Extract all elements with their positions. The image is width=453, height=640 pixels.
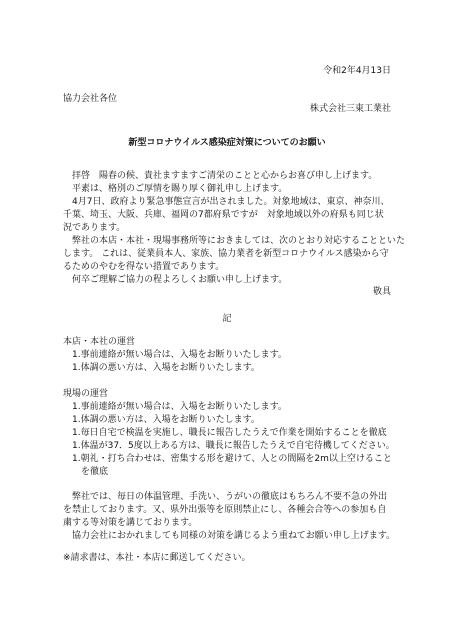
letter-line: 平素は、格別のご厚情を賜り厚く御礼申し上げます。 bbox=[63, 184, 288, 194]
ki-marker: 記 bbox=[222, 314, 232, 324]
letter-line: 拝啓 陽春の候、貴社ますますご清栄のことと心からお喜び申し上げます。 bbox=[63, 171, 378, 181]
list-item: 1.体調の悪い方は、入場をお断りいたします。 bbox=[72, 415, 260, 425]
letter-line: 千葉、埼玉、大阪、兵庫、福岡の7都府県ですが 対象地域以外の府県も同じ状 bbox=[63, 210, 384, 220]
letter-line: します。 これは、従業員本人、家族、協力業者を新型コロナウイルス感染から守 bbox=[63, 249, 389, 259]
letter-line: 何卒ご理解ご協力の程よろしくお願い申し上げます。 bbox=[63, 275, 288, 285]
section-head-office bbox=[63, 336, 403, 375]
closing-paragraph bbox=[63, 491, 396, 543]
letter-line: 弊社の本店・本社・現場事務所等におきましては、次のとおり対応することといた bbox=[63, 236, 406, 246]
list-item-continuation: を徹底 bbox=[81, 467, 109, 477]
letter-line: るためのやむを得ない措置であります。 bbox=[63, 262, 225, 272]
recipient: 協力会社各位 bbox=[63, 94, 118, 104]
paragraph-line: 粛する等対策を講じております。 bbox=[63, 518, 198, 528]
section-site bbox=[63, 388, 403, 479]
paragraph-line: を禁止しております。又、県外出張等を原則禁止にし、各種会合等への参加も自 bbox=[63, 505, 387, 515]
date: 令和2年4月13日 bbox=[323, 66, 391, 76]
list-item: 1.体調の悪い方は、入場をお断りいたします。 bbox=[72, 363, 260, 373]
section-heading: 現場の運営 bbox=[63, 389, 109, 399]
list-item: 1.朝礼・打ち合わせは、密集する形を避けて、人との間隔を2m以上空けること bbox=[72, 454, 392, 464]
list-item: 1.毎日自宅で検温を実施し、職長に報告したうえで作業を開始することを徹底 bbox=[72, 428, 387, 438]
closing-word: 敬具 bbox=[372, 287, 391, 297]
invoice-note: ※請求書は、本社・本店に郵送してください。 bbox=[63, 553, 251, 563]
list-item: 1.事前連絡が無い場合は、入場をお断りいたします。 bbox=[72, 402, 287, 412]
sender: 株式会社三東工業社 bbox=[309, 104, 391, 114]
paragraph-line: 弊社では、毎日の体温管理、手洗い、うがいの徹底はもちろん不要不急の外出 bbox=[63, 492, 388, 502]
letter-line: 況であります。 bbox=[63, 223, 126, 233]
paragraph-line: 協力会社におかれましても同様の対策を講じるよう重ねてお願い申し上げます。 bbox=[63, 531, 396, 541]
list-item: 1.体温が37．5度以上ある方は、職長に報告したうえで自宅待機してください。 bbox=[72, 441, 395, 451]
letter-body bbox=[63, 170, 406, 287]
section-heading: 本店・本社の運営 bbox=[63, 337, 136, 347]
document-title: 新型コロナウイルス感染症対策についてのお願い bbox=[128, 138, 326, 148]
list-item: 1.事前連絡が無い場合は、入場をお断りいたします。 bbox=[72, 350, 287, 360]
letter-line: 4月7日、政府より緊急事態宣言が出されました。対象地域は、東京、神奈川、 bbox=[63, 197, 390, 207]
